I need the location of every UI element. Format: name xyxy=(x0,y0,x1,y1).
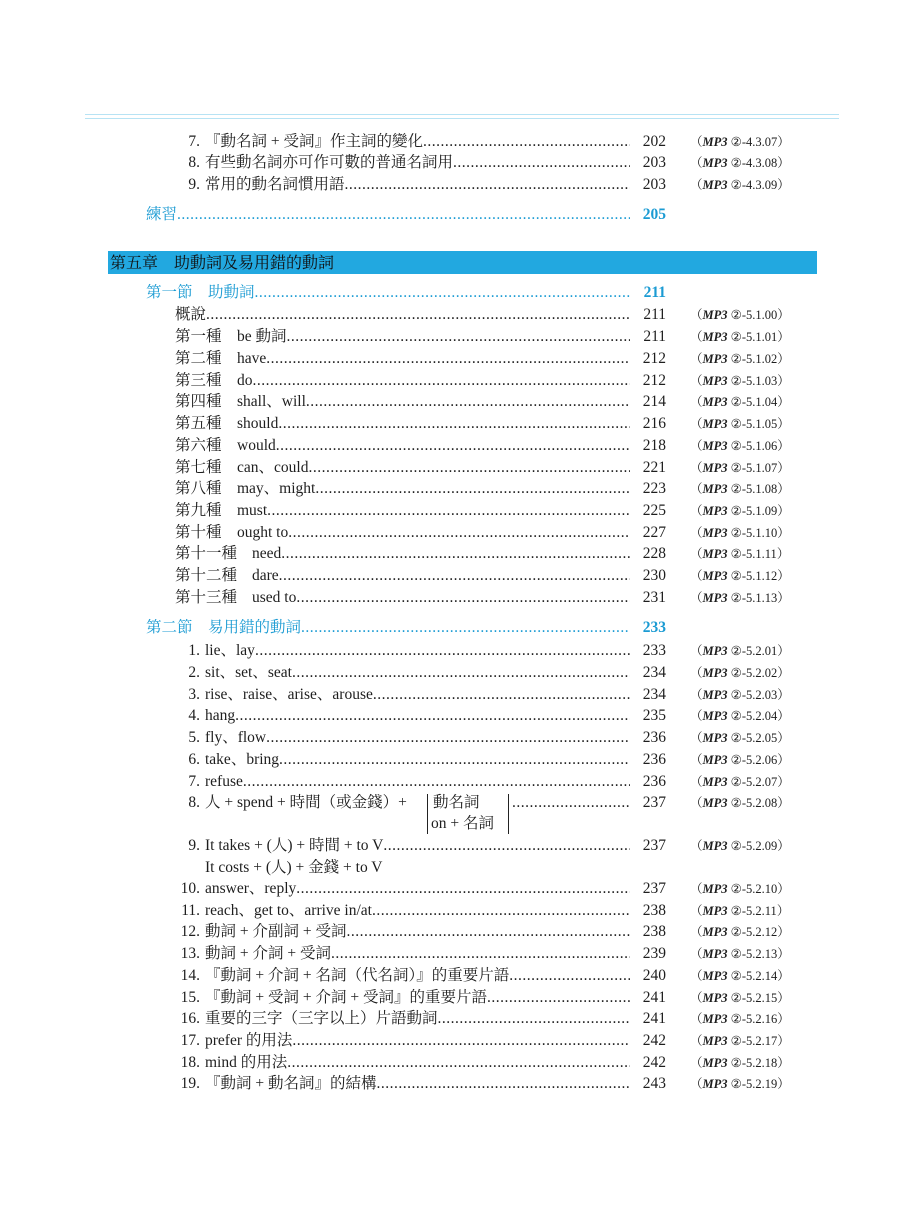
item-title: need xyxy=(252,545,282,562)
item-title: hang xyxy=(205,707,236,724)
toc-row[interactable] xyxy=(0,965,897,987)
item-title: sit、set、seat xyxy=(205,664,292,681)
mp3-track: （MP3 ②-4.3.07） xyxy=(690,135,790,149)
page-number: 230 xyxy=(642,567,666,584)
item-title: lie、lay xyxy=(205,642,255,659)
mp3-track: （MP3 ②-5.2.06） xyxy=(690,753,790,767)
dot-leader xyxy=(292,1030,630,1052)
item-title: would xyxy=(237,437,276,454)
item-title: fly、flow xyxy=(205,729,267,746)
section-page: 211 xyxy=(643,284,666,301)
dot-leader xyxy=(296,587,630,609)
item-title: 概說 xyxy=(175,306,207,323)
page-number: 211 xyxy=(643,328,666,345)
dot-leader xyxy=(308,457,630,479)
item-number: 9. xyxy=(188,176,200,193)
toc-row[interactable] xyxy=(0,304,897,326)
page-number: 221 xyxy=(642,459,666,476)
item-number: 18. xyxy=(180,1054,200,1071)
mp3-track: （MP3 ②-5.2.12） xyxy=(690,925,790,939)
toc-row[interactable] xyxy=(0,131,897,153)
item-number: 4. xyxy=(188,707,200,724)
page-number: 240 xyxy=(642,967,666,984)
mp3-track: （MP3 ②-5.2.09） xyxy=(690,839,790,853)
page-number: 234 xyxy=(642,664,666,681)
toc-row[interactable] xyxy=(0,987,897,1009)
dot-leader xyxy=(345,174,630,196)
page-number: 241 xyxy=(642,989,666,1006)
item-title: do xyxy=(237,372,253,389)
page-number: 235 xyxy=(642,707,666,724)
toc-row[interactable] xyxy=(0,771,897,793)
dot-leader xyxy=(287,326,630,348)
item-number: 2. xyxy=(188,664,200,681)
mp3-track: （MP3 ②-4.3.09） xyxy=(690,178,790,192)
section-heading[interactable] xyxy=(0,282,897,304)
item-number: 8. xyxy=(188,154,200,171)
section-title: 第一節 助動詞 xyxy=(146,284,255,301)
item-title: refuse xyxy=(205,773,243,790)
dot-leader xyxy=(296,878,630,900)
page-number: 238 xyxy=(642,902,666,919)
item-title: 動詞 + 介副詞 + 受詞 xyxy=(205,923,347,940)
dot-leader xyxy=(278,413,630,435)
page-number: 214 xyxy=(642,393,666,410)
item-title: should xyxy=(237,415,279,432)
page-number: 236 xyxy=(642,773,666,790)
bracket-option-1: 動名詞 xyxy=(433,794,480,811)
toc-row[interactable] xyxy=(0,174,897,196)
mp3-track: （MP3 ②-5.2.18） xyxy=(690,1056,790,1070)
toc-row[interactable] xyxy=(0,391,897,413)
item-number: 15. xyxy=(180,989,200,1006)
mp3-track: （MP3 ②-5.1.02） xyxy=(690,352,790,366)
toc-row[interactable] xyxy=(0,413,897,435)
item-title: have xyxy=(237,350,267,367)
item-number: 9. xyxy=(188,837,200,854)
toc-row[interactable] xyxy=(0,835,897,857)
bracket-left-line xyxy=(427,794,428,834)
page-number: 236 xyxy=(642,751,666,768)
toc-row[interactable] xyxy=(0,348,897,370)
item-kind: 第十二種 xyxy=(175,567,238,584)
item-number: 14. xyxy=(180,967,200,984)
dot-leader xyxy=(383,835,630,857)
item-title: 『動詞 + 動名詞』的結構 xyxy=(205,1075,377,1092)
item-title: It takes + (人) + 時間 + to V xyxy=(205,837,384,854)
dot-leader xyxy=(281,543,630,565)
dot-leader xyxy=(255,640,630,662)
toc-row[interactable] xyxy=(0,543,897,565)
dot-leader xyxy=(331,943,630,965)
page-number: 202 xyxy=(642,133,666,150)
dot-leader xyxy=(266,348,630,370)
page-number: 238 xyxy=(642,923,666,940)
mp3-track: （MP3 ②-5.1.08） xyxy=(690,482,790,496)
dot-leader xyxy=(509,965,630,987)
toc-row[interactable] xyxy=(0,326,897,348)
toc-row[interactable] xyxy=(0,1073,897,1095)
item-title: 人 + spend + 時間（或金錢）+ xyxy=(205,794,407,811)
mp3-track: （MP3 ②-5.1.03） xyxy=(690,374,790,388)
dot-leader xyxy=(279,749,630,771)
exercise-row[interactable] xyxy=(0,204,897,226)
item-kind: 第五種 xyxy=(175,415,222,432)
item-title: 『動名詞 + 受詞』作主詞的變化 xyxy=(205,133,423,150)
toc-row[interactable] xyxy=(0,500,897,522)
toc-row[interactable] xyxy=(0,943,897,965)
mp3-track: （MP3 ②-5.2.16） xyxy=(690,1012,790,1026)
item-number: 6. xyxy=(188,751,200,768)
toc-row[interactable] xyxy=(0,565,897,587)
item-kind: 第九種 xyxy=(175,502,222,519)
section-heading[interactable] xyxy=(0,617,897,639)
item-number: 7. xyxy=(188,773,200,790)
toc-row[interactable] xyxy=(0,522,897,544)
mp3-track: （MP3 ②-5.2.07） xyxy=(690,775,790,789)
dot-leader xyxy=(377,1073,631,1095)
dot-leader xyxy=(255,282,630,304)
page-number: 234 xyxy=(642,686,666,703)
mp3-track: （MP3 ②-5.1.07） xyxy=(690,461,790,475)
dot-leader xyxy=(512,792,630,814)
toc-row[interactable] xyxy=(0,640,897,662)
item-number: 10. xyxy=(180,880,200,897)
item-number: 11. xyxy=(181,902,200,919)
dot-leader xyxy=(287,1052,630,1074)
page-number: 218 xyxy=(642,437,666,454)
page-number: 242 xyxy=(642,1032,666,1049)
item-title: be 動詞 xyxy=(237,328,287,345)
item-kind: 第三種 xyxy=(175,372,222,389)
toc-row[interactable] xyxy=(0,749,897,771)
item-title: 有些動名詞亦可作可數的普通名詞用 xyxy=(205,154,454,171)
item-number: 7. xyxy=(188,133,200,150)
mp3-track: （MP3 ②-5.1.04） xyxy=(690,395,790,409)
toc-row[interactable] xyxy=(0,684,897,706)
header-rule-1 xyxy=(85,114,839,115)
mp3-track: （MP3 ②-5.2.08） xyxy=(690,796,790,810)
mp3-track: （MP3 ②-5.2.15） xyxy=(690,991,790,1005)
mp3-track: （MP3 ②-5.1.01） xyxy=(690,330,790,344)
item-title: ought to xyxy=(237,524,289,541)
page-number: 216 xyxy=(642,415,666,432)
dot-leader xyxy=(453,152,630,174)
dot-leader xyxy=(315,478,630,500)
exercise-page: 205 xyxy=(642,206,666,223)
item-title: 動詞 + 介詞 + 受詞 xyxy=(205,945,331,962)
exercise-title: 練習 xyxy=(146,206,178,223)
dot-leader xyxy=(306,391,630,413)
item-kind: 第八種 xyxy=(175,480,222,497)
dot-leader xyxy=(253,370,631,392)
item-kind: 第十一種 xyxy=(175,545,238,562)
mp3-track: （MP3 ②-5.2.05） xyxy=(690,731,790,745)
item-kind: 第十三種 xyxy=(175,589,238,606)
toc-row[interactable] xyxy=(0,878,897,900)
mp3-track: （MP3 ②-5.2.19） xyxy=(690,1077,790,1091)
mp3-track: （MP3 ②-5.2.10） xyxy=(690,882,790,896)
item-number: 16. xyxy=(180,1010,200,1027)
mp3-track: （MP3 ②-5.1.13） xyxy=(690,591,790,605)
page-number: 231 xyxy=(642,589,666,606)
page-number: 237 xyxy=(642,794,666,811)
dot-leader xyxy=(438,1008,630,1030)
mp3-track: （MP3 ②-5.2.04） xyxy=(690,709,790,723)
item-kind: 第十種 xyxy=(175,524,222,541)
toc-row[interactable] xyxy=(0,457,897,479)
mp3-track: （MP3 ②-5.1.10） xyxy=(690,526,790,540)
chapter-title: 第五章 助動詞及易用錯的動詞 xyxy=(110,253,335,272)
toc-row[interactable] xyxy=(0,478,897,500)
page-number: 211 xyxy=(643,306,666,323)
item-title: answer、reply xyxy=(205,880,297,897)
page-number: 236 xyxy=(642,729,666,746)
dot-leader xyxy=(206,304,630,326)
item-kind: 第七種 xyxy=(175,459,222,476)
mp3-track: （MP3 ②-5.1.00） xyxy=(690,308,790,322)
section-page: 233 xyxy=(642,619,666,636)
item-title: used to xyxy=(252,589,297,606)
item-number: 8. xyxy=(188,794,200,811)
toc-row[interactable] xyxy=(0,152,897,174)
page-number: 237 xyxy=(642,880,666,897)
item-title: 重要的三字（三字以上）片語動詞 xyxy=(205,1010,438,1027)
page-number: 243 xyxy=(642,1075,666,1092)
dot-leader xyxy=(373,684,630,706)
toc-row[interactable] xyxy=(0,792,897,814)
item-kind: 第六種 xyxy=(175,437,222,454)
toc-row[interactable] xyxy=(0,1052,897,1074)
item-number: 13. xyxy=(180,945,200,962)
item-number: 5. xyxy=(188,729,200,746)
toc-row[interactable] xyxy=(0,705,897,727)
item-number: 3. xyxy=(188,686,200,703)
section-title: 第二節 易用錯的動詞 xyxy=(146,619,302,636)
dot-leader xyxy=(301,617,630,639)
mp3-track: （MP3 ②-5.2.03） xyxy=(690,688,790,702)
toc-row[interactable] xyxy=(0,662,897,684)
mp3-track: （MP3 ②-5.2.01） xyxy=(690,644,790,658)
mp3-track: （MP3 ②-5.1.11） xyxy=(690,547,790,561)
dot-leader xyxy=(267,500,630,522)
page-number: 241 xyxy=(642,1010,666,1027)
item-kind: 第一種 xyxy=(175,328,222,345)
item-kind: 第四種 xyxy=(175,393,222,410)
page-number: 242 xyxy=(642,1054,666,1071)
toc-row[interactable] xyxy=(0,727,897,749)
mp3-track: （MP3 ②-5.2.17） xyxy=(690,1034,790,1048)
item-title: shall、will xyxy=(237,393,306,410)
toc-row[interactable] xyxy=(0,587,897,609)
mp3-track: （MP3 ②-5.1.12） xyxy=(690,569,790,583)
item-title: 常用的動名詞慣用語 xyxy=(205,176,345,193)
dot-leader xyxy=(423,131,630,153)
toc-row[interactable] xyxy=(0,435,897,457)
item-title: may、might xyxy=(237,480,316,497)
page-number: 237 xyxy=(642,837,666,854)
item-number: 19. xyxy=(180,1075,200,1092)
item-number: 17. xyxy=(180,1032,200,1049)
item-title: can、could xyxy=(237,459,309,476)
page-number: 203 xyxy=(642,176,666,193)
mp3-track: （MP3 ②-5.2.02） xyxy=(690,666,790,680)
bracket-option-2: on + 名詞 xyxy=(431,815,494,832)
dot-leader xyxy=(288,522,630,544)
dot-leader xyxy=(243,771,630,793)
page-number: 227 xyxy=(642,524,666,541)
dot-leader xyxy=(279,565,630,587)
toc-row[interactable] xyxy=(0,1008,897,1030)
mp3-track: （MP3 ②-5.1.09） xyxy=(690,504,790,518)
mp3-track: （MP3 ②-5.1.05） xyxy=(690,417,790,431)
page-number: 203 xyxy=(642,154,666,171)
page-number: 223 xyxy=(642,480,666,497)
item-title: 『動詞 + 介詞 + 名詞（代名詞）』的重要片語 xyxy=(205,967,510,984)
item-title: rise、raise、arise、arouse xyxy=(205,686,373,703)
toc-row[interactable] xyxy=(0,900,897,922)
dot-leader xyxy=(372,900,630,922)
page-number: 212 xyxy=(642,372,666,389)
item-title: must xyxy=(237,502,268,519)
item-title: dare xyxy=(252,567,279,584)
page-number: 225 xyxy=(642,502,666,519)
item-title-second-line: It costs + (人) + 金錢 + to V xyxy=(205,859,383,876)
mp3-track: （MP3 ②-5.2.14） xyxy=(690,969,790,983)
item-title: 『動詞 + 受詞 + 介詞 + 受詞』的重要片語 xyxy=(205,989,487,1006)
item-title: mind 的用法 xyxy=(205,1054,288,1071)
chapter-banner[interactable] xyxy=(108,251,817,274)
item-title: take、bring xyxy=(205,751,280,768)
dot-leader xyxy=(346,921,630,943)
item-kind: 第二種 xyxy=(175,350,222,367)
dot-leader xyxy=(292,662,630,684)
page-number: 233 xyxy=(642,642,666,659)
toc-row[interactable] xyxy=(0,370,897,392)
item-number: 12. xyxy=(180,923,200,940)
toc-row[interactable] xyxy=(0,1030,897,1052)
mp3-track: （MP3 ②-5.2.13） xyxy=(690,947,790,961)
dot-leader xyxy=(266,727,630,749)
toc-row[interactable] xyxy=(0,921,897,943)
dot-leader xyxy=(487,987,630,1009)
item-title: prefer 的用法 xyxy=(205,1032,293,1049)
item-title: reach、get to、arrive in/at xyxy=(205,902,372,919)
item-number: 1. xyxy=(188,642,200,659)
header-rule-2 xyxy=(85,118,839,119)
page-number: 228 xyxy=(642,545,666,562)
mp3-track: （MP3 ②-4.3.08） xyxy=(690,156,790,170)
dot-leader xyxy=(235,705,630,727)
mp3-track: （MP3 ②-5.1.06） xyxy=(690,439,790,453)
page-number: 239 xyxy=(642,945,666,962)
dot-leader xyxy=(276,435,630,457)
bracket-right-line xyxy=(508,794,509,834)
mp3-track: （MP3 ②-5.2.11） xyxy=(690,904,790,918)
dot-leader xyxy=(177,204,630,226)
page-number: 212 xyxy=(642,350,666,367)
